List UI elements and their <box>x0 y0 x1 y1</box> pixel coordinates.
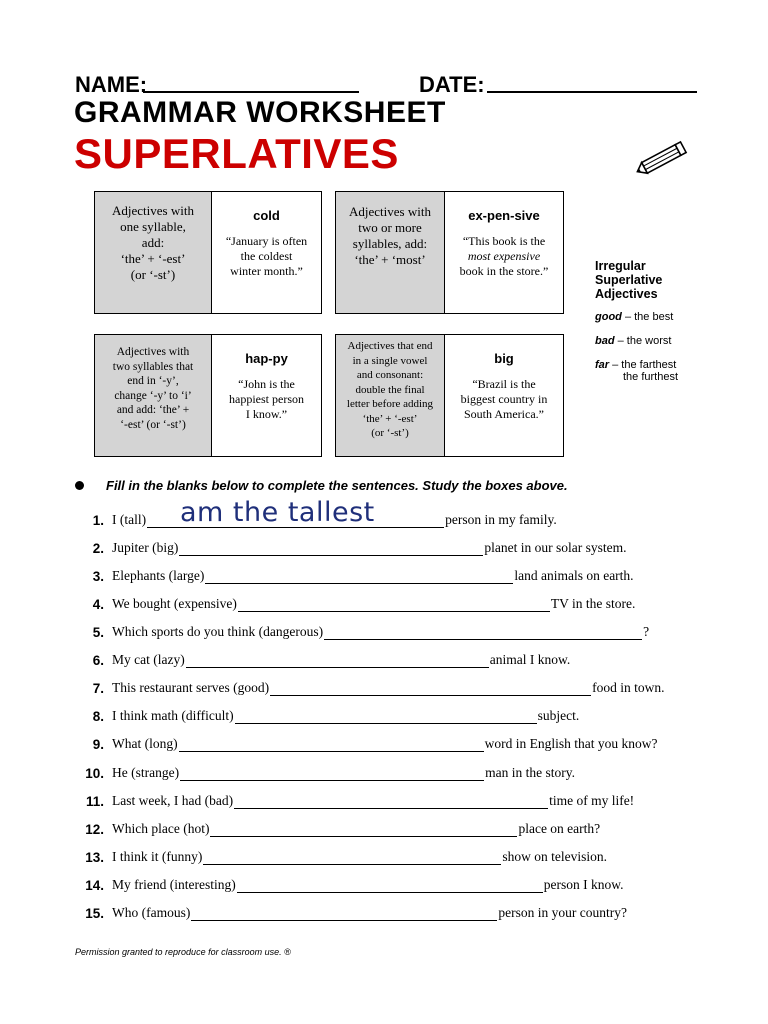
example-panel <box>212 192 321 313</box>
rule-text: Adjectives with two or more syllables, add: ‘the’ + ‘most’ <box>336 192 445 313</box>
example-panel <box>445 335 563 456</box>
sentence-15: 15. Who (famous) person in your country? <box>85 905 627 921</box>
sentence-7: 7. This restaurant serves (good) food in town. <box>92 680 665 696</box>
sentence-5: 5. Which sports do you think (dangerous) ? <box>92 624 650 640</box>
answer-blank[interactable] <box>203 850 501 865</box>
sentence-14: 14. My friend (interesting) person I know. <box>85 877 624 893</box>
answer-blank[interactable] <box>234 794 548 809</box>
sentence-11: 11. Last week, I had (bad) time of my life! <box>85 793 635 809</box>
rule-text: Adjectives with one syllable, add: ‘the’ + ‘-est’ (or ‘-st’) <box>95 192 212 313</box>
rule-box-double-consonant <box>335 334 564 457</box>
irregular-item-good: good – the best <box>595 311 674 323</box>
sentence-9: 9. What (long) word in English that you know? <box>92 736 658 752</box>
answer-blank[interactable] <box>179 541 483 556</box>
sentence-3: 3. Elephants (large) land animals on earth. <box>92 568 634 584</box>
sentence-6: 6. My cat (lazy) animal I know. <box>92 652 571 668</box>
sentence-8: 8. I think math (difficult) subject. <box>92 708 580 724</box>
answer-blank[interactable] <box>238 597 550 612</box>
rule-text: Adjectives that end in a single vowel and consonant: double the final letter before adding ‘the’ + ‘-est’ (or ‘-st’) <box>336 335 445 456</box>
example-sentence: “January is often the coldest winter month.” <box>225 234 308 278</box>
name-label: NAME: <box>75 72 148 97</box>
answer-blank[interactable] <box>191 906 497 921</box>
answer-blank[interactable] <box>235 709 537 724</box>
sentence-1: 1. I (tall) person in my family. <box>92 512 557 528</box>
instructions: Fill in the blanks below to complete the sentences. Study the boxes above. <box>106 478 568 493</box>
example-sentence: “John is the happiest person I know.” <box>229 377 304 421</box>
name-field[interactable] <box>143 91 359 93</box>
page-subtitle: SUPERLATIVES <box>74 130 399 177</box>
irregular-item-bad: bad – the worst <box>595 335 672 347</box>
date-label: DATE: <box>419 72 485 97</box>
pencil-icon <box>634 136 692 180</box>
answer-blank[interactable] <box>205 569 513 584</box>
answer-blank[interactable] <box>237 878 543 893</box>
sentence-12: 12. Which place (hot) place on earth? <box>85 821 601 837</box>
handwritten-answer: am the tallest <box>180 497 375 528</box>
page-title: GRAMMAR WORKSHEET <box>74 96 446 129</box>
rule-text: Adjectives with two syllables that end in ‘-y’, change ‘-y’ to ‘i’ and add: ‘the’ + ‘-est’ (or ‘-st’) <box>95 335 212 456</box>
sentence-13: 13. I think it (funny) show on television. <box>85 849 607 865</box>
bullet-icon <box>75 481 84 490</box>
example-panel <box>445 192 563 313</box>
rule-box-ending-y <box>94 334 322 457</box>
answer-blank[interactable] <box>180 766 484 781</box>
answer-blank[interactable] <box>186 653 489 668</box>
example-sentence: “This book is the most expensive book in the store.” <box>459 234 549 278</box>
irregular-title: Irregular Superlative Adjectives <box>595 259 663 301</box>
sentence-2: 2. Jupiter (big) planet in our solar system. <box>92 540 627 556</box>
example-sentence: “Brazil is the biggest country in South America.” <box>460 377 548 421</box>
example-panel <box>212 335 321 456</box>
example-word: big <box>494 351 514 366</box>
rule-box-one-syllable <box>94 191 322 314</box>
answer-blank[interactable] <box>179 737 484 752</box>
date-field[interactable] <box>487 91 697 93</box>
example-word: cold <box>253 208 280 223</box>
answer-blank[interactable] <box>147 513 444 528</box>
rule-box-two-plus-syllables <box>335 191 564 314</box>
sentence-4: 4. We bought (expensive) TV in the store. <box>92 596 636 612</box>
answer-blank[interactable] <box>210 822 517 837</box>
example-word: hap-py <box>245 351 288 366</box>
sentence-10: 10. He (strange) man in the story. <box>85 765 575 781</box>
example-word: ex-pen-sive <box>468 208 540 223</box>
answer-blank[interactable] <box>270 681 591 696</box>
irregular-item-far: far – the farthest the furthest <box>595 359 679 383</box>
answer-blank[interactable] <box>324 625 642 640</box>
footer-permission: Permission granted to reproduce for classroom use. ® <box>75 947 291 957</box>
